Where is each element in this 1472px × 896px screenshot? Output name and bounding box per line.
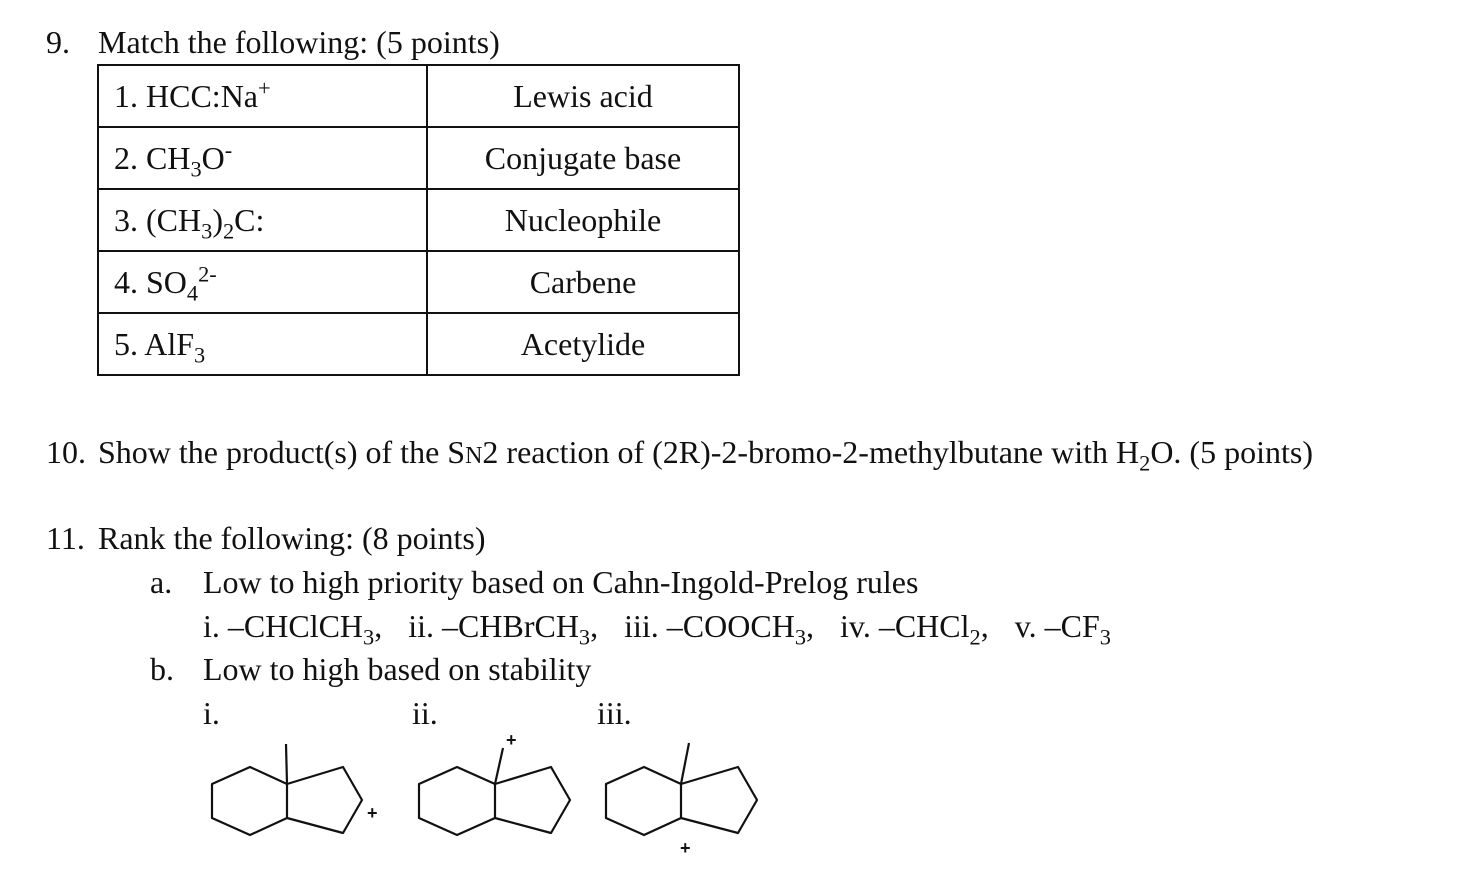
structure-iii-hexagon xyxy=(606,767,681,835)
item-subscript: 2 xyxy=(969,624,981,650)
structure-i-pentagon xyxy=(287,767,362,833)
item-text: ii. –CHBrCH xyxy=(408,608,579,644)
structure-i-drawing xyxy=(212,744,362,835)
q10-text-n: N xyxy=(465,443,483,469)
item-i xyxy=(203,608,383,650)
item-subscript: 3 xyxy=(578,624,591,650)
item-comma: , xyxy=(980,608,989,644)
structure-label-iii: iii. xyxy=(597,695,632,731)
q11-heading xyxy=(46,522,486,554)
match-table xyxy=(97,64,740,376)
structure-ii-charge: + xyxy=(506,730,517,750)
q10-subscript: 2 xyxy=(1139,450,1151,476)
structure-iii-drawing xyxy=(606,743,757,835)
item-v xyxy=(1014,608,1111,650)
left-subscript-2: 2 xyxy=(222,217,235,243)
structure-iii-pentagon xyxy=(681,767,757,833)
match-left-2 xyxy=(98,127,427,189)
left-text: 1. HCC:Na xyxy=(114,77,258,114)
structure-label-ii: ii. xyxy=(412,695,438,731)
item-ii xyxy=(408,608,599,650)
table-row xyxy=(98,313,739,375)
left-superscript: + xyxy=(258,74,271,100)
structure-i-charge: + xyxy=(367,803,378,823)
left-subscript: 3 xyxy=(194,341,206,367)
structure-iii-charge: + xyxy=(680,838,691,858)
item-text: iii. –COOCH xyxy=(624,608,795,644)
table-row xyxy=(98,127,739,189)
item-iii xyxy=(624,608,815,650)
structure-iii-methyl xyxy=(681,743,689,784)
match-right-3: Nucleophile xyxy=(427,189,739,251)
item-subscript: 3 xyxy=(363,624,375,650)
part-a-label: a. xyxy=(150,564,173,600)
structure-ii-pentagon xyxy=(495,767,570,833)
part-b-text: Low to high based on stability xyxy=(203,651,592,687)
table-row xyxy=(98,251,739,313)
match-right-5: Acetylide xyxy=(427,313,739,375)
left-subscript: 3 xyxy=(201,217,213,243)
item-text: v. –CF xyxy=(1014,608,1100,644)
table-row xyxy=(98,189,739,251)
structure-i-methyl xyxy=(286,744,287,784)
left-text: 5. AlF xyxy=(114,325,195,362)
item-comma: , xyxy=(374,608,383,644)
q10-text-c: O. (5 points) xyxy=(1150,434,1313,470)
match-right-1: Lewis acid xyxy=(427,65,739,127)
left-text-after: O xyxy=(201,139,225,176)
structure-label-i: i. xyxy=(203,695,220,731)
item-comma: , xyxy=(806,608,815,644)
q9-heading xyxy=(46,26,500,58)
part-a-text: Low to high priority based on Cahn-Ingold-Prelog rules xyxy=(203,564,919,600)
left-superscript: 2- xyxy=(198,260,217,286)
left-text: 3. (CH xyxy=(114,201,202,238)
match-right-2: Conjugate base xyxy=(427,127,739,189)
item-subscript: 3 xyxy=(1099,624,1111,650)
item-text: iv. –CHCl xyxy=(840,608,970,644)
left-subscript: 4 xyxy=(186,279,199,305)
left-subscript: 3 xyxy=(190,155,202,181)
left-text-mid: ) xyxy=(212,201,223,238)
part-b-label: b. xyxy=(150,651,174,687)
structure-ii-hexagon xyxy=(419,767,495,835)
structure-i-hexagon xyxy=(212,767,287,835)
carbocation-structures xyxy=(195,728,775,878)
part-a-items xyxy=(203,608,1111,650)
structure-ii-methylene xyxy=(495,748,503,784)
q10-text-a: Show the product(s) of the S xyxy=(98,434,466,470)
item-text: i. –CHClCH xyxy=(203,608,364,644)
q11-prompt: Rank the following: (8 points) xyxy=(98,520,486,556)
q10-number: 10. xyxy=(46,434,86,470)
item-comma: , xyxy=(590,608,599,644)
q11-number: 11. xyxy=(46,520,85,556)
match-left-5 xyxy=(98,313,427,375)
match-right-4: Carbene xyxy=(427,251,739,313)
match-left-3 xyxy=(98,189,427,251)
item-subscript: 3 xyxy=(794,624,807,650)
q9-number: 9. xyxy=(46,24,70,60)
match-left-1 xyxy=(98,65,427,127)
q10-text-b: 2 reaction of (2R)-2-bromo-2-methylbutane with H xyxy=(482,434,1140,470)
left-superscript: - xyxy=(224,136,233,162)
match-left-4 xyxy=(98,251,427,313)
q9-prompt: Match the following: (5 points) xyxy=(98,24,500,60)
left-text-after: C: xyxy=(234,201,265,238)
left-text: 2. CH xyxy=(114,139,191,176)
table-row xyxy=(98,65,739,127)
q10-heading xyxy=(46,434,1313,476)
structure-ii-drawing xyxy=(419,748,570,835)
left-text: 4. SO xyxy=(114,263,187,300)
item-iv xyxy=(840,608,989,650)
